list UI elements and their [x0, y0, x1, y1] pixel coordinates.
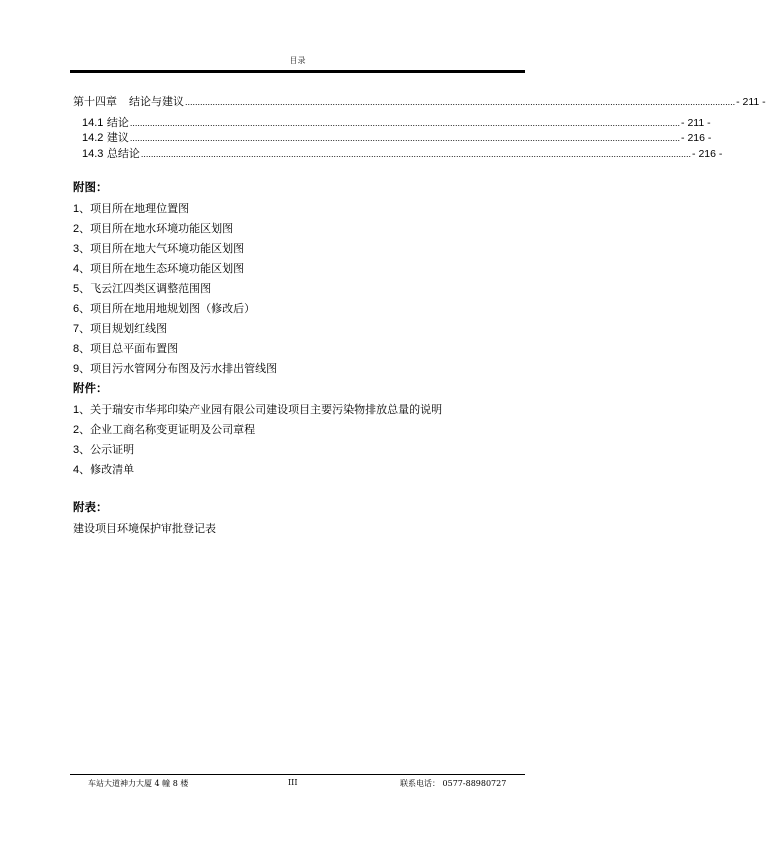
attachment-text: 、公示证明 — [79, 443, 135, 456]
toc-chapter-number: 第十四章 — [73, 95, 117, 108]
figure-index: 9 — [73, 363, 80, 375]
attachment-index: 4 — [73, 464, 80, 476]
attachment-text: 、修改清单 — [79, 463, 135, 476]
figure-item — [73, 200, 189, 216]
toc-chapter-line[interactable] — [73, 93, 766, 109]
figure-item — [73, 360, 277, 376]
toc-section-page: - 216 - — [681, 132, 712, 144]
toc-dot-leader: ............................................................................................................................................................................................................................ — [140, 149, 692, 159]
figure-text: 、飞云江四类区调整范围图 — [79, 282, 212, 295]
attachment-text: 、企业工商名称变更证明及公司章程 — [79, 423, 256, 436]
toc-chapter-page: - 211 - — [736, 96, 766, 108]
header-rule — [70, 70, 525, 73]
toc-section-number: 14.3 — [82, 148, 104, 160]
header-title: 目录 — [289, 56, 306, 65]
attachment-item — [73, 421, 255, 437]
attachments-heading: 附件： — [73, 381, 108, 395]
toc-section-number: 14.2 — [82, 132, 104, 144]
toc-section-line[interactable] — [82, 114, 711, 130]
footer-phone: 联系电话： 0577-88980727 — [400, 779, 507, 788]
figure-index: 6 — [73, 303, 80, 315]
figure-text: 、项目污水管网分布图及污水排出管线图 — [79, 362, 278, 375]
figure-text: 、项目规划红线图 — [79, 322, 168, 335]
figure-text: 、项目所在地理位置图 — [79, 202, 190, 215]
toc-section-name: 结论 — [106, 116, 129, 129]
figure-item — [73, 340, 178, 356]
toc-chapter-label — [73, 93, 184, 109]
toc-dot-leader: ............................................................................................................................................................................................................................ — [129, 118, 681, 128]
figure-index: 2 — [73, 223, 80, 235]
toc-chapter-name: 结论与建议 — [129, 95, 184, 108]
figure-text: 、项目所在地生态环境功能区划图 — [79, 262, 245, 275]
figure-item — [73, 320, 167, 336]
toc-section-number: 14.1 — [82, 117, 104, 129]
figure-item — [73, 240, 244, 256]
tables-heading: 附表： — [73, 500, 108, 514]
figure-text: 、项目总平面布置图 — [79, 342, 179, 355]
toc-section-line[interactable] — [82, 129, 712, 145]
toc-section-label — [82, 114, 129, 130]
toc-dot-leader: ............................................................................................................................................................................................................................ — [185, 97, 736, 107]
toc-section-line[interactable] — [82, 145, 723, 161]
attachment-index: 1 — [73, 404, 80, 416]
figure-text: 、项目所在地水环境功能区划图 — [79, 222, 234, 235]
toc-dot-leader: ............................................................................................................................................................................................................................ — [129, 133, 681, 143]
attachment-text: 、关于瑞安市华邦印染产业园有限公司建设项目主要污染物排放总量的说明 — [79, 403, 443, 416]
figure-item — [73, 280, 211, 296]
figures-heading: 附图： — [73, 180, 108, 194]
figure-index: 8 — [73, 343, 80, 355]
figure-item — [73, 300, 255, 316]
toc-section-label — [82, 145, 140, 161]
attachment-index: 2 — [73, 424, 80, 436]
figure-index: 5 — [73, 283, 80, 295]
toc-section-name: 总结论 — [106, 147, 140, 160]
figure-index: 3 — [73, 243, 80, 255]
footer-page-number: III — [288, 778, 298, 787]
attachment-item — [73, 461, 134, 477]
figure-item — [73, 220, 233, 236]
footer-address: 车站大道神力大厦 4 幢 8 楼 — [88, 779, 189, 788]
figure-index: 7 — [73, 323, 80, 335]
figure-index: 4 — [73, 263, 80, 275]
toc-section-name: 建议 — [106, 131, 129, 144]
table-item: 建设项目环境保护审批登记表 — [73, 522, 216, 535]
attachment-index: 3 — [73, 444, 80, 456]
figure-text: 、项目所在地用地规划图（修改后） — [79, 302, 256, 315]
toc-section-label — [82, 129, 129, 145]
attachment-item — [73, 441, 134, 457]
figure-index: 1 — [73, 203, 80, 215]
toc-section-page: - 216 - — [692, 148, 723, 160]
figure-text: 、项目所在地大气环境功能区划图 — [79, 242, 245, 255]
toc-section-page: - 211 - — [681, 117, 711, 129]
figure-item — [73, 260, 244, 276]
footer-rule — [70, 774, 525, 775]
attachment-item — [73, 401, 442, 417]
